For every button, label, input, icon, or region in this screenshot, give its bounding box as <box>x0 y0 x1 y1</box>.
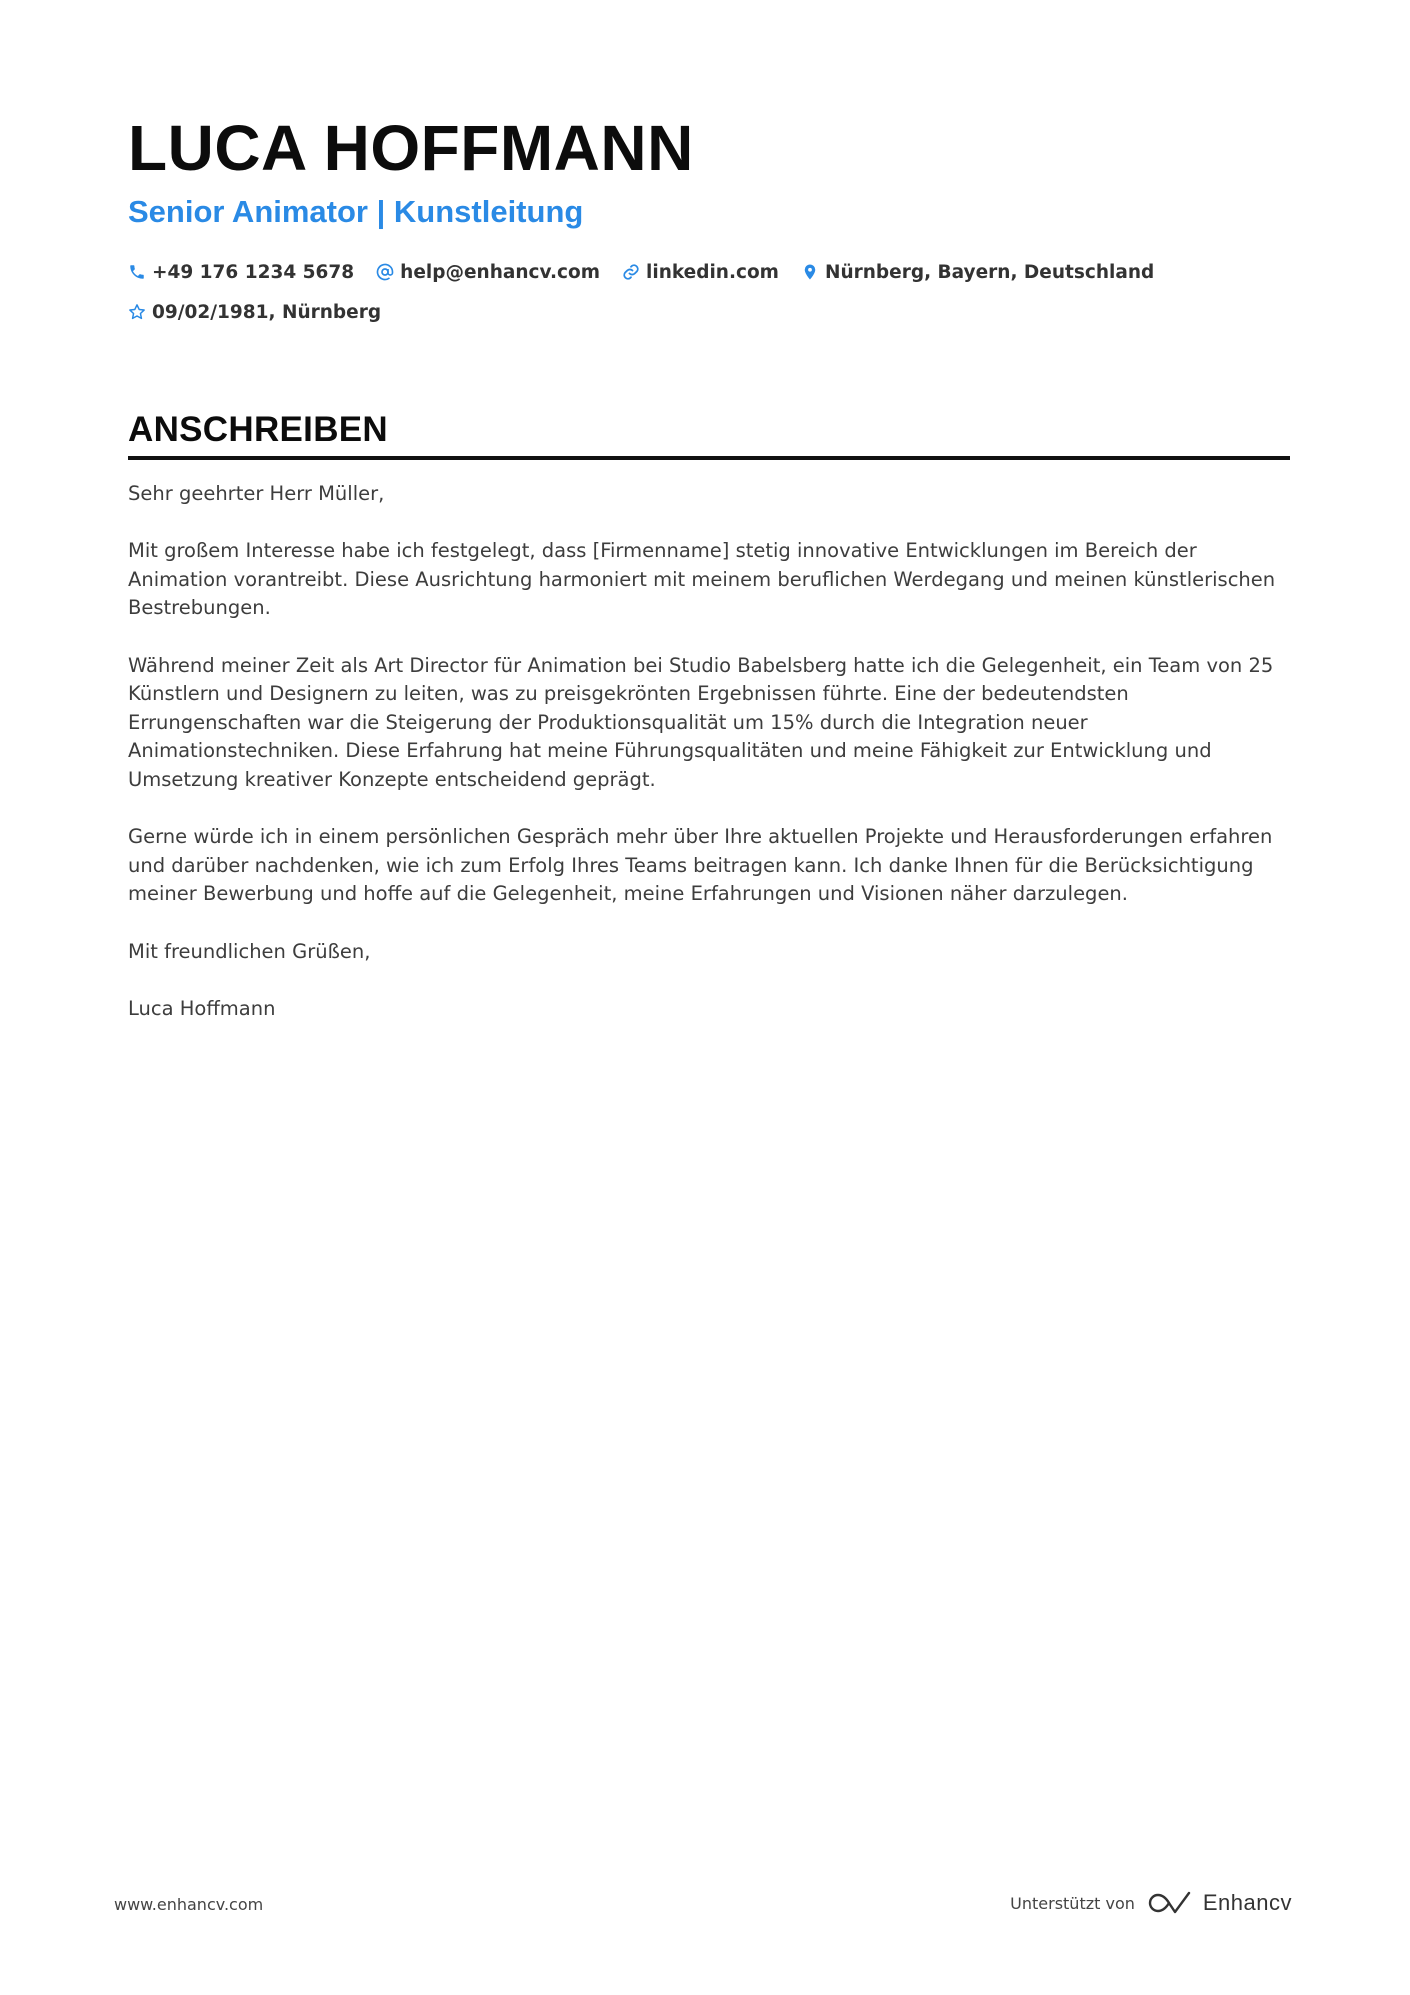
phone-text: +49 176 1234 5678 <box>152 261 355 283</box>
contact-location <box>801 262 1154 283</box>
footer-website-link[interactable]: www.enhancv.com <box>114 1895 264 1914</box>
star-icon <box>128 303 146 321</box>
contact-row-1 <box>128 252 1290 292</box>
letter-paragraph: Mit großem Interesse habe ich festgelegt, dass [Firmenname] stetig innovative Entwicklungen im Bereich der Animation vorantreibt. Diese Ausrichtung harmoniert mit meinem beruflichen Werdegang und meinen künstlerischen Bestrebungen. <box>128 539 1276 620</box>
powered-by-text: Unterstützt von <box>1010 1893 1135 1913</box>
location-text: Nürnberg, Bayern, Deutschland <box>824 261 1155 283</box>
letter-paragraph: Gerne würde ich in einem persönlichen Gespräch mehr über Ihre aktuellen Projekte und Herausforderungen erfahren und darüber nachdenken, wie ich zum Erfolg Ihres Teams beitragen kann. Ich danke Ihnen für die Berücksichtigung meiner Bewerbung und hoffe auf die Gelegenheit, meine Erfahrungen und Visionen näher darzulegen. <box>128 825 1273 906</box>
contact-row-2 <box>128 292 1290 332</box>
enhancv-logo-icon <box>1147 1890 1193 1916</box>
contact-website[interactable] <box>622 262 779 283</box>
phone-icon <box>128 263 146 281</box>
letter-body <box>128 480 1290 1023</box>
link-icon <box>622 263 640 281</box>
letter-paragraph: Während meiner Zeit als Art Director für Animation bei Studio Babelsberg hatte ich die Gelegenheit, ein Team von 25 Künstlern und Designern zu leiten, was zu preisgekrönten Ergebnissen führte. Eine der bedeutendsten Errungenschaften war die Steigerung der Produktionsqualität um 15% durch die Integration neuer Animationstechniken. Diese Erfahrung hat meine Führungsqualitäten und meine Fähigkeit zur Entwicklung und Umsetzung kreativer Konzepte entscheidend geprägt. <box>128 653 1274 791</box>
contact-phone <box>128 262 354 283</box>
contact-birth <box>128 302 381 323</box>
section-title: ANSCHREIBEN <box>128 410 388 449</box>
cover-letter-page <box>128 108 1290 1052</box>
section-divider <box>128 456 1290 460</box>
website-text: linkedin.com <box>646 261 779 283</box>
at-icon <box>376 263 394 281</box>
brand-name: Enhancv <box>1202 1890 1292 1915</box>
cover-letter-section <box>128 408 1290 1023</box>
contact-email[interactable] <box>376 262 600 283</box>
letter-closing: Mit freundlichen Grüßen, <box>128 939 371 963</box>
contact-info <box>128 252 1290 332</box>
email-text: help@enhancv.com <box>400 261 601 283</box>
birth-text: 09/02/1981, Nürnberg <box>152 301 382 323</box>
candidate-name: LUCA HOFFMANN <box>128 112 694 184</box>
letter-signature: Luca Hoffmann <box>128 996 276 1020</box>
candidate-headline: Senior Animator | Kunstleitung <box>128 194 584 229</box>
footer-branding[interactable] <box>1010 1890 1292 1916</box>
letter-salutation: Sehr geehrter Herr Müller, <box>128 482 385 505</box>
location-pin-icon <box>801 263 819 281</box>
